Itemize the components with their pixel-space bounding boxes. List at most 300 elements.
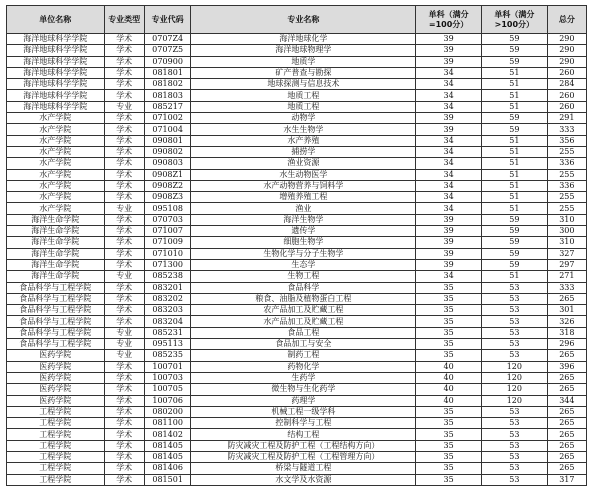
total-cell: 296 — [547, 339, 586, 350]
single-100-cell: 39 — [416, 226, 482, 237]
table-row — [7, 429, 587, 440]
total-cell: 300 — [547, 226, 586, 237]
single-over-100-cell: 53 — [481, 406, 547, 417]
single-100-cell: 39 — [416, 124, 482, 135]
major-type-cell: 专业 — [104, 271, 144, 282]
major-type-cell: 专业 — [104, 327, 144, 338]
single-100-cell: 35 — [416, 350, 482, 361]
major-name-cell: 地质工程 — [191, 90, 416, 101]
single-over-100-cell: 51 — [481, 180, 547, 191]
major-name-cell: 结构工程 — [191, 429, 416, 440]
unit-name-cell: 工程学院 — [7, 451, 105, 462]
major-code-cell: 095113 — [144, 339, 191, 350]
single-over-100-cell: 53 — [481, 429, 547, 440]
unit-name-cell: 食品科学与工程学院 — [7, 316, 105, 327]
major-name-cell: 地质学 — [191, 56, 416, 67]
single-over-100-cell: 120 — [481, 384, 547, 395]
unit-name-cell: 工程学院 — [7, 474, 105, 485]
single-100-cell: 39 — [416, 237, 482, 248]
single-over-100-cell: 53 — [481, 350, 547, 361]
total-cell: 336 — [547, 158, 586, 169]
single-100-cell: 35 — [416, 316, 482, 327]
unit-name-cell: 水产学院 — [7, 180, 105, 191]
major-code-cell: 070703 — [144, 214, 191, 225]
major-name-cell: 动物学 — [191, 113, 416, 124]
major-name-cell: 海洋生物学 — [191, 214, 416, 225]
major-code-cell: 090801 — [144, 135, 191, 146]
single-100-cell: 39 — [416, 259, 482, 270]
major-name-cell: 机械工程一级学科 — [191, 406, 416, 417]
unit-name-cell: 工程学院 — [7, 406, 105, 417]
table-row — [7, 372, 587, 383]
single-100-cell: 34 — [416, 271, 482, 282]
single-100-cell: 34 — [416, 192, 482, 203]
unit-name-cell: 医药学院 — [7, 384, 105, 395]
total-cell: 255 — [547, 192, 586, 203]
single-100-cell: 35 — [416, 305, 482, 316]
unit-name-cell: 水产学院 — [7, 124, 105, 135]
major-name-cell: 海洋地球物理学 — [191, 45, 416, 56]
major-name-cell: 药理学 — [191, 395, 416, 406]
major-type-cell: 专业 — [104, 203, 144, 214]
total-cell: 265 — [547, 406, 586, 417]
single-100-cell: 34 — [416, 79, 482, 90]
single-over-100-cell: 53 — [481, 463, 547, 474]
major-type-cell: 学术 — [104, 395, 144, 406]
total-cell: 333 — [547, 282, 586, 293]
single-over-100-cell: 51 — [481, 90, 547, 101]
major-type-cell: 学术 — [104, 282, 144, 293]
table-row — [7, 135, 587, 146]
major-name-cell: 农产品加工及贮藏工程 — [191, 305, 416, 316]
table-row — [7, 45, 587, 56]
major-type-cell: 学术 — [104, 305, 144, 316]
total-cell: 260 — [547, 101, 586, 112]
table-row — [7, 79, 587, 90]
total-cell: 301 — [547, 305, 586, 316]
major-name-cell: 地质工程 — [191, 101, 416, 112]
major-name-cell: 水产品加工及贮藏工程 — [191, 316, 416, 327]
total-cell: 327 — [547, 248, 586, 259]
unit-name-cell: 海洋地球科学学院 — [7, 67, 105, 78]
major-code-cell: 090803 — [144, 158, 191, 169]
single-100-cell: 40 — [416, 384, 482, 395]
major-code-cell: 095108 — [144, 203, 191, 214]
major-name-cell: 粮食、油脂及植物蛋白工程 — [191, 293, 416, 304]
single-over-100-cell: 120 — [481, 395, 547, 406]
table-row — [7, 440, 587, 451]
major-type-cell: 学术 — [104, 384, 144, 395]
single-over-100-cell: 59 — [481, 113, 547, 124]
table-row — [7, 34, 587, 45]
major-name-cell: 水生生物学 — [191, 124, 416, 135]
table-row — [7, 259, 587, 270]
major-code-cell: 083201 — [144, 282, 191, 293]
major-code-cell: 081402 — [144, 429, 191, 440]
header-single-100: 单科（满分=100分） — [416, 6, 482, 34]
total-cell: 326 — [547, 316, 586, 327]
unit-name-cell: 海洋生命学院 — [7, 271, 105, 282]
single-100-cell: 35 — [416, 327, 482, 338]
table-row — [7, 124, 587, 135]
major-type-cell: 学术 — [104, 259, 144, 270]
score-table — [6, 5, 587, 486]
single-over-100-cell: 53 — [481, 282, 547, 293]
table-header — [7, 6, 587, 34]
unit-name-cell: 水产学院 — [7, 169, 105, 180]
single-100-cell: 35 — [416, 440, 482, 451]
unit-name-cell: 水产学院 — [7, 192, 105, 203]
single-100-cell: 34 — [416, 169, 482, 180]
header-major-name: 专业名称 — [191, 6, 416, 34]
total-cell: 265 — [547, 451, 586, 462]
major-type-cell: 学术 — [104, 440, 144, 451]
total-cell: 336 — [547, 180, 586, 191]
major-name-cell: 水产养殖 — [191, 135, 416, 146]
table-row — [7, 271, 587, 282]
major-code-cell: 080200 — [144, 406, 191, 417]
total-cell: 297 — [547, 259, 586, 270]
header-row — [7, 6, 587, 34]
major-code-cell: 0908Z3 — [144, 192, 191, 203]
single-over-100-cell: 59 — [481, 237, 547, 248]
single-100-cell: 35 — [416, 451, 482, 462]
major-type-cell: 学术 — [104, 158, 144, 169]
unit-name-cell: 医药学院 — [7, 372, 105, 383]
major-type-cell: 学术 — [104, 169, 144, 180]
unit-name-cell: 海洋生命学院 — [7, 248, 105, 259]
total-cell: 265 — [547, 372, 586, 383]
total-cell: 265 — [547, 350, 586, 361]
major-type-cell: 学术 — [104, 56, 144, 67]
total-cell: 265 — [547, 429, 586, 440]
table-row — [7, 203, 587, 214]
major-code-cell: 081803 — [144, 90, 191, 101]
total-cell: 333 — [547, 124, 586, 135]
table-body — [7, 34, 587, 486]
major-type-cell: 学术 — [104, 237, 144, 248]
total-cell: 310 — [547, 237, 586, 248]
single-100-cell: 35 — [416, 418, 482, 429]
header-single-over-100: 单科（满分>100分） — [481, 6, 547, 34]
total-cell: 260 — [547, 90, 586, 101]
table-row — [7, 226, 587, 237]
single-100-cell: 35 — [416, 474, 482, 485]
single-over-100-cell: 51 — [481, 101, 547, 112]
table-row — [7, 395, 587, 406]
major-name-cell: 食品科学 — [191, 282, 416, 293]
single-over-100-cell: 53 — [481, 316, 547, 327]
single-over-100-cell: 59 — [481, 226, 547, 237]
unit-name-cell: 工程学院 — [7, 429, 105, 440]
table-row — [7, 113, 587, 124]
unit-name-cell: 食品科学与工程学院 — [7, 282, 105, 293]
single-over-100-cell: 51 — [481, 79, 547, 90]
single-100-cell: 35 — [416, 282, 482, 293]
total-cell: 265 — [547, 440, 586, 451]
major-name-cell: 食品加工与安全 — [191, 339, 416, 350]
major-code-cell: 085235 — [144, 350, 191, 361]
table-row — [7, 305, 587, 316]
single-over-100-cell: 120 — [481, 372, 547, 383]
major-type-cell: 专业 — [104, 350, 144, 361]
table-row — [7, 237, 587, 248]
table-row — [7, 214, 587, 225]
major-name-cell: 微生物与生化药学 — [191, 384, 416, 395]
unit-name-cell: 海洋生命学院 — [7, 237, 105, 248]
major-name-cell: 防灾减灾工程及防护工程（工程结构方向） — [191, 440, 416, 451]
major-code-cell: 071300 — [144, 259, 191, 270]
header-unit-name: 单位名称 — [7, 6, 105, 34]
total-cell: 255 — [547, 203, 586, 214]
table-row — [7, 418, 587, 429]
single-100-cell: 34 — [416, 146, 482, 157]
single-100-cell: 40 — [416, 372, 482, 383]
unit-name-cell: 工程学院 — [7, 463, 105, 474]
major-code-cell: 0707Z4 — [144, 34, 191, 45]
total-cell: 290 — [547, 56, 586, 67]
total-cell: 260 — [547, 67, 586, 78]
major-code-cell: 090802 — [144, 146, 191, 157]
major-type-cell: 学术 — [104, 474, 144, 485]
total-cell: 265 — [547, 418, 586, 429]
total-cell: 356 — [547, 135, 586, 146]
total-cell: 265 — [547, 293, 586, 304]
unit-name-cell: 食品科学与工程学院 — [7, 339, 105, 350]
single-100-cell: 39 — [416, 248, 482, 259]
major-type-cell: 学术 — [104, 226, 144, 237]
major-code-cell: 071004 — [144, 124, 191, 135]
table-row — [7, 67, 587, 78]
table-row — [7, 474, 587, 485]
major-type-cell: 学术 — [104, 124, 144, 135]
major-name-cell: 药物化学 — [191, 361, 416, 372]
unit-name-cell: 食品科学与工程学院 — [7, 305, 105, 316]
total-cell: 344 — [547, 395, 586, 406]
single-100-cell: 34 — [416, 135, 482, 146]
major-code-cell: 083202 — [144, 293, 191, 304]
single-100-cell: 39 — [416, 113, 482, 124]
major-type-cell: 学术 — [104, 79, 144, 90]
total-cell: 396 — [547, 361, 586, 372]
table-row — [7, 282, 587, 293]
single-100-cell: 34 — [416, 203, 482, 214]
single-100-cell: 39 — [416, 214, 482, 225]
total-cell: 291 — [547, 113, 586, 124]
major-name-cell: 遗传学 — [191, 226, 416, 237]
single-over-100-cell: 53 — [481, 305, 547, 316]
major-code-cell: 070900 — [144, 56, 191, 67]
table-row — [7, 406, 587, 417]
single-over-100-cell: 51 — [481, 135, 547, 146]
major-code-cell: 071009 — [144, 237, 191, 248]
table-row — [7, 192, 587, 203]
single-over-100-cell: 59 — [481, 124, 547, 135]
major-name-cell: 生物工程 — [191, 271, 416, 282]
single-100-cell: 35 — [416, 339, 482, 350]
major-code-cell: 0707Z5 — [144, 45, 191, 56]
table-row — [7, 56, 587, 67]
header-major-code: 专业代码 — [144, 6, 191, 34]
table-row — [7, 158, 587, 169]
single-100-cell: 35 — [416, 463, 482, 474]
table-row — [7, 90, 587, 101]
unit-name-cell: 医药学院 — [7, 361, 105, 372]
table-row — [7, 293, 587, 304]
major-name-cell: 生态学 — [191, 259, 416, 270]
major-type-cell: 学术 — [104, 146, 144, 157]
unit-name-cell: 工程学院 — [7, 418, 105, 429]
single-100-cell: 40 — [416, 361, 482, 372]
single-100-cell: 34 — [416, 158, 482, 169]
table-row — [7, 463, 587, 474]
single-over-100-cell: 51 — [481, 169, 547, 180]
major-code-cell: 071002 — [144, 113, 191, 124]
unit-name-cell: 水产学院 — [7, 158, 105, 169]
major-type-cell: 学术 — [104, 192, 144, 203]
major-type-cell: 学术 — [104, 463, 144, 474]
major-code-cell: 081802 — [144, 79, 191, 90]
total-cell: 317 — [547, 474, 586, 485]
table-row — [7, 101, 587, 112]
major-code-cell: 081406 — [144, 463, 191, 474]
major-code-cell: 071010 — [144, 248, 191, 259]
major-code-cell: 0908Z1 — [144, 169, 191, 180]
total-cell: 265 — [547, 384, 586, 395]
single-over-100-cell: 53 — [481, 451, 547, 462]
major-type-cell: 学术 — [104, 135, 144, 146]
unit-name-cell: 海洋地球科学学院 — [7, 90, 105, 101]
major-name-cell: 捕捞学 — [191, 146, 416, 157]
single-100-cell: 39 — [416, 45, 482, 56]
single-over-100-cell: 53 — [481, 418, 547, 429]
header-major-type: 专业类型 — [104, 6, 144, 34]
total-cell: 271 — [547, 271, 586, 282]
total-cell: 290 — [547, 45, 586, 56]
major-code-cell: 085217 — [144, 101, 191, 112]
table-row — [7, 169, 587, 180]
total-cell: 265 — [547, 463, 586, 474]
major-name-cell: 增殖养殖工程 — [191, 192, 416, 203]
major-name-cell: 制药工程 — [191, 350, 416, 361]
major-code-cell: 083204 — [144, 316, 191, 327]
single-over-100-cell: 59 — [481, 56, 547, 67]
single-over-100-cell: 51 — [481, 146, 547, 157]
major-type-cell: 学术 — [104, 316, 144, 327]
major-name-cell: 矿产普查与勘探 — [191, 67, 416, 78]
unit-name-cell: 水产学院 — [7, 113, 105, 124]
major-type-cell: 学术 — [104, 406, 144, 417]
major-name-cell: 水文学及水资源 — [191, 474, 416, 485]
single-100-cell: 34 — [416, 90, 482, 101]
single-over-100-cell: 53 — [481, 327, 547, 338]
single-100-cell: 34 — [416, 180, 482, 191]
major-name-cell: 防灾减灾工程及防护工程（工程管理方向） — [191, 451, 416, 462]
major-name-cell: 渔业资源 — [191, 158, 416, 169]
total-cell: 255 — [547, 169, 586, 180]
table-row — [7, 384, 587, 395]
total-cell: 255 — [547, 146, 586, 157]
major-type-cell: 学术 — [104, 361, 144, 372]
unit-name-cell: 水产学院 — [7, 203, 105, 214]
major-name-cell: 水产动物营养与饲料学 — [191, 180, 416, 191]
major-type-cell: 学术 — [104, 45, 144, 56]
unit-name-cell: 海洋地球科学学院 — [7, 101, 105, 112]
single-100-cell: 34 — [416, 101, 482, 112]
unit-name-cell: 医药学院 — [7, 395, 105, 406]
single-over-100-cell: 59 — [481, 248, 547, 259]
table-row — [7, 361, 587, 372]
single-over-100-cell: 51 — [481, 192, 547, 203]
major-name-cell: 生物化学与分子生物学 — [191, 248, 416, 259]
unit-name-cell: 医药学院 — [7, 350, 105, 361]
unit-name-cell: 海洋生命学院 — [7, 259, 105, 270]
total-cell: 284 — [547, 79, 586, 90]
single-over-100-cell: 53 — [481, 293, 547, 304]
single-100-cell: 35 — [416, 406, 482, 417]
major-name-cell: 水生动物医学 — [191, 169, 416, 180]
single-over-100-cell: 51 — [481, 271, 547, 282]
single-100-cell: 39 — [416, 56, 482, 67]
table-row — [7, 327, 587, 338]
single-100-cell: 35 — [416, 429, 482, 440]
major-name-cell: 桥梁与隧道工程 — [191, 463, 416, 474]
major-code-cell: 081501 — [144, 474, 191, 485]
major-code-cell: 100705 — [144, 384, 191, 395]
major-type-cell: 学术 — [104, 180, 144, 191]
single-100-cell: 40 — [416, 395, 482, 406]
major-type-cell: 专业 — [104, 339, 144, 350]
unit-name-cell: 海洋地球科学学院 — [7, 79, 105, 90]
single-over-100-cell: 59 — [481, 259, 547, 270]
total-cell: 318 — [547, 327, 586, 338]
unit-name-cell: 水产学院 — [7, 146, 105, 157]
single-100-cell: 34 — [416, 67, 482, 78]
major-type-cell: 学术 — [104, 90, 144, 101]
single-over-100-cell: 51 — [481, 158, 547, 169]
single-100-cell: 35 — [416, 293, 482, 304]
table-row — [7, 339, 587, 350]
unit-name-cell: 食品科学与工程学院 — [7, 293, 105, 304]
single-over-100-cell: 53 — [481, 474, 547, 485]
major-name-cell: 细胞生物学 — [191, 237, 416, 248]
unit-name-cell: 海洋生命学院 — [7, 226, 105, 237]
table-row — [7, 451, 587, 462]
major-type-cell: 学术 — [104, 113, 144, 124]
major-code-cell: 081405 — [144, 451, 191, 462]
table-row — [7, 146, 587, 157]
table-row — [7, 248, 587, 259]
major-code-cell: 0908Z2 — [144, 180, 191, 191]
major-name-cell: 控制科学与工程 — [191, 418, 416, 429]
unit-name-cell: 水产学院 — [7, 135, 105, 146]
major-name-cell: 渔业 — [191, 203, 416, 214]
table-row — [7, 316, 587, 327]
major-code-cell: 081801 — [144, 67, 191, 78]
major-code-cell: 085238 — [144, 271, 191, 282]
total-cell: 310 — [547, 214, 586, 225]
major-type-cell: 学术 — [104, 429, 144, 440]
single-over-100-cell: 59 — [481, 214, 547, 225]
major-type-cell: 学术 — [104, 451, 144, 462]
major-code-cell: 083203 — [144, 305, 191, 316]
major-type-cell: 学术 — [104, 293, 144, 304]
major-type-cell: 学术 — [104, 214, 144, 225]
major-code-cell: 085231 — [144, 327, 191, 338]
major-code-cell: 071007 — [144, 226, 191, 237]
major-code-cell: 100706 — [144, 395, 191, 406]
unit-name-cell: 工程学院 — [7, 440, 105, 451]
